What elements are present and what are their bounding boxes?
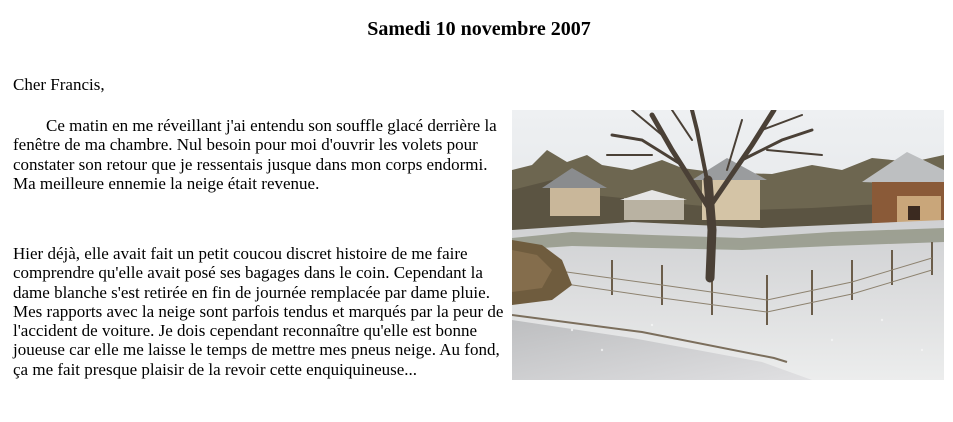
letter-paragraph-1: Ce matin en me réveillant j'ai entendu son souffle glacé derrière la fenêtre de ma chambre. Nul besoin pour moi d'ouvrir les volets pour constater son retour que je ressentais jusque dans mon corps endormi. Ma meilleure ennemie la neige était revenue.: [13, 116, 497, 193]
snowy-garden-photo: [512, 110, 944, 380]
letter-date-title: Samedi 10 novembre 2007: [367, 18, 591, 40]
letter-salutation: Cher Francis,: [13, 75, 105, 94]
letter-paragraph-2: Hier déjà, elle avait fait un petit coucou discret histoire de me faire comprendre qu'elle avait posé ses bagages dans le coin. Cependant la dame blanche s'est retirée en fin de journée remplacée par dame pluie. Mes rapports avec la neige sont parfois tendus et marqués par la peur de l'accident de voiture. Je dois cependant reconnaître qu'elle est bonne joueuse car elle me laisse le temps de mettre mes pneus neige. Au fond, ça me fait presque plaisir de la revoir cette enquiquineuse...: [13, 244, 504, 379]
